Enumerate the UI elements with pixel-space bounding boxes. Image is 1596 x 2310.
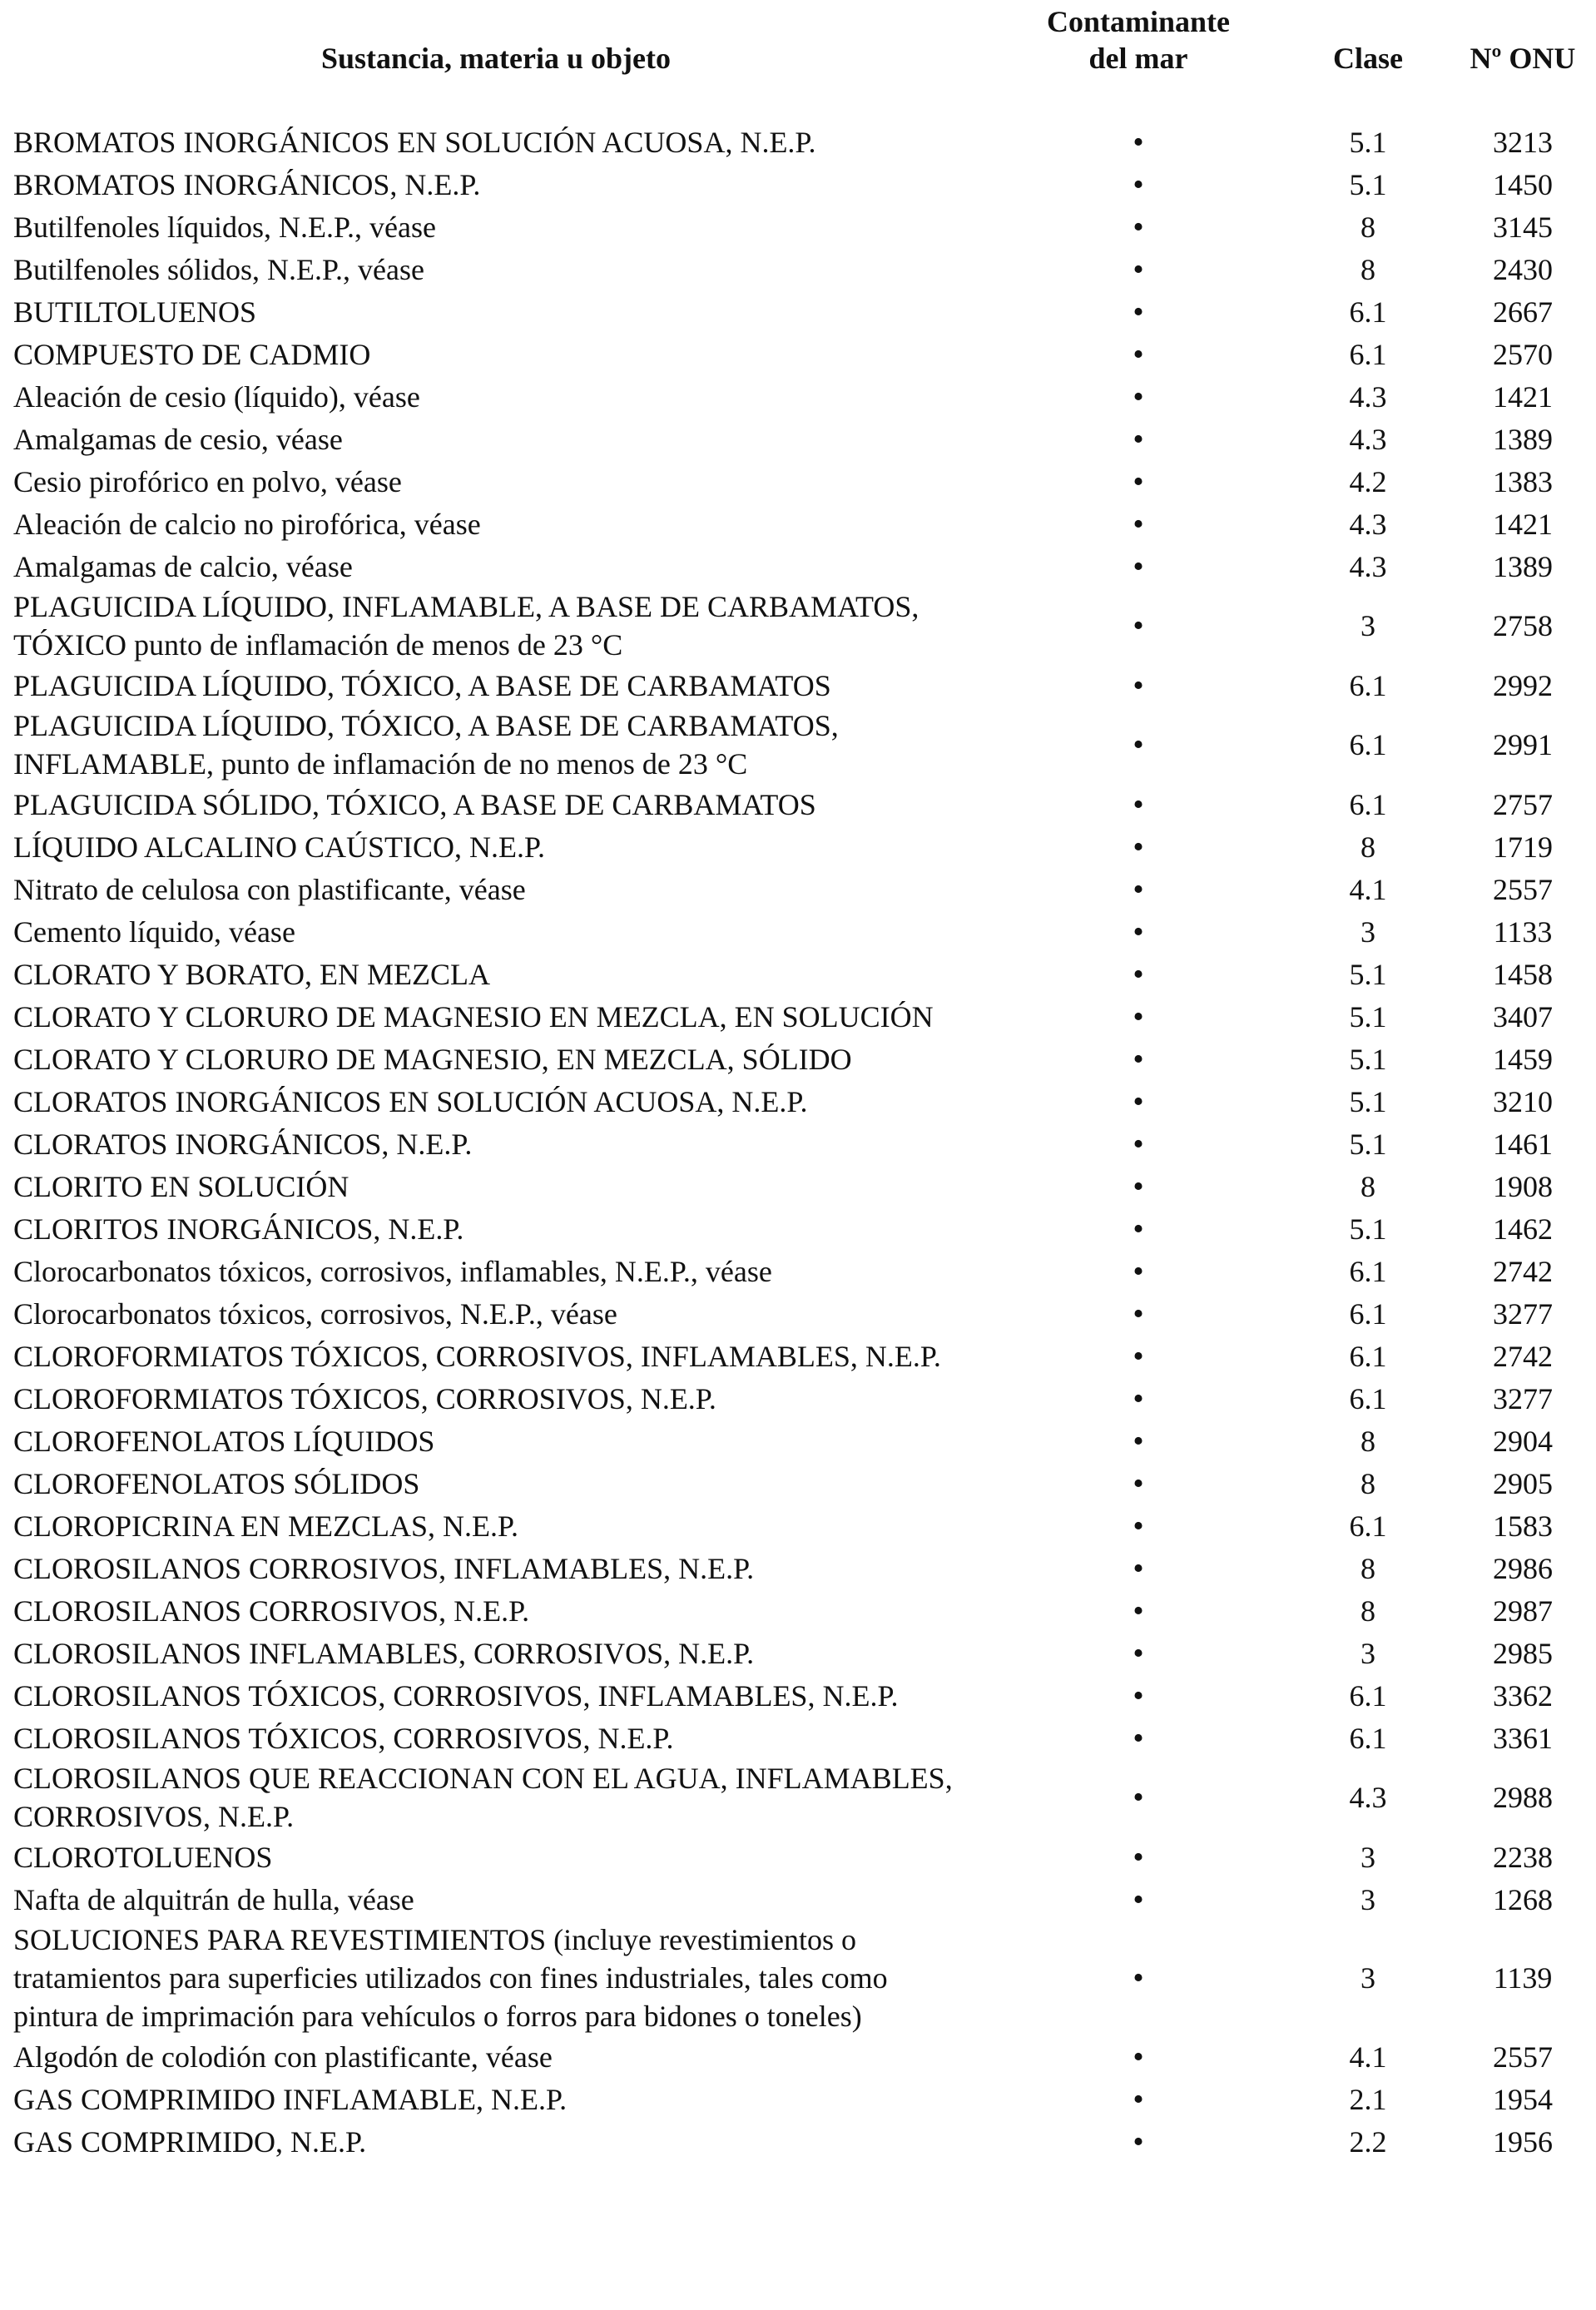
un-number: 1954 [1493,2082,1553,2116]
un-number: 3361 [1493,1721,1553,1755]
marine-pollutant-mark: • [1133,1465,1144,1501]
marine-pollutant-mark: • [1133,786,1144,822]
un-number: 2238 [1493,1840,1553,1874]
table-row [0,460,1596,503]
marine-pollutant-mark: • [1133,1041,1144,1077]
hazard-class: 8 [1361,1551,1375,1585]
table-row [0,664,1596,706]
substance-name: CLORATO Y CLORURO DE MAGNESIO EN MEZCLA, EN SOLUCIÓN [13,999,934,1034]
table-row [0,248,1596,290]
substance-name: Butilfenoles sólidos, N.E.P., véase [13,252,424,286]
marine-pollutant-mark: • [1133,1678,1144,1713]
marine-pollutant-mark: • [1133,1780,1144,1815]
un-number: 1268 [1493,1882,1553,1916]
un-number: 1133 [1493,915,1553,949]
hazard-class: 6.1 [1349,668,1387,702]
un-number: 3407 [1493,999,1553,1034]
un-number: 2667 [1493,295,1553,329]
table-row [0,783,1596,825]
substance-name: CLOROPICRINA EN MEZCLAS, N.E.P. [13,1509,519,1543]
marine-pollutant-mark: • [1133,871,1144,907]
un-number: 2985 [1493,1636,1553,1670]
marine-pollutant-mark: • [1133,1961,1144,1995]
un-number: 1139 [1493,1961,1553,1995]
table-body [0,121,1596,2163]
substance-name: GAS COMPRIMIDO INFLAMABLE, N.E.P. [13,2082,568,2116]
un-number: 2557 [1493,872,1553,906]
marine-pollutant-mark: • [1133,1635,1144,1671]
marine-pollutant-mark: • [1133,829,1144,865]
substance-name: Cesio pirofórico en polvo, véase [13,464,402,498]
un-number: 2430 [1493,252,1553,286]
marine-pollutant-mark: • [1133,1083,1144,1119]
table-row [0,1038,1596,1080]
marine-pollutant-mark: • [1133,1508,1144,1544]
hazard-class: 6.1 [1349,1721,1387,1755]
marine-pollutant-mark: • [1133,2081,1144,2117]
hazard-class: 4.3 [1349,549,1387,583]
table-row [0,1292,1596,1335]
table-row [0,2120,1596,2163]
hazard-class: 8 [1361,252,1375,286]
hazard-class: 6.1 [1349,787,1387,821]
table-row [0,1921,1596,2035]
hazard-class: 3 [1361,609,1375,642]
un-number: 3210 [1493,1084,1553,1118]
table-row [0,1420,1596,1462]
substance-name: CLOROSILANOS CORROSIVOS, INFLAMABLES, N.E.P. [13,1551,755,1585]
table-row [0,2035,1596,2078]
table-row [0,1462,1596,1504]
table-row [0,1717,1596,1759]
substance-name: CLOROFENOLATOS SÓLIDOS [13,1466,420,1500]
un-number: 1389 [1493,549,1553,583]
marine-pollutant-mark: • [1133,1550,1144,1586]
table-row [0,868,1596,910]
hazard-class: 5.1 [1349,1212,1387,1246]
table-row [0,375,1596,418]
hazard-class: 4.1 [1349,2040,1387,2074]
un-number: 1956 [1493,2124,1553,2159]
table-row [0,1547,1596,1589]
un-number: 2991 [1493,728,1553,761]
substance-name: Amalgamas de cesio, véase [13,422,343,456]
table-row [0,1759,1596,1836]
un-number: 1450 [1493,167,1553,201]
substance-name: PLAGUICIDA SÓLIDO, TÓXICO, A BASE DE CARBAMATOS [13,787,816,821]
substance-name: Clorocarbonatos tóxicos, corrosivos, N.E.P., véase [13,1296,617,1331]
table-row [0,1632,1596,1674]
table-row [0,121,1596,163]
marine-pollutant-mark: • [1133,421,1144,457]
un-number: 2904 [1493,1424,1553,1458]
marine-pollutant-mark: • [1133,124,1144,160]
substance-name: COMPUESTO DE CADMIO [13,337,371,371]
un-number: 1421 [1493,507,1553,541]
substance-name: CLORATOS INORGÁNICOS, N.E.P. [13,1127,473,1161]
un-number: 1389 [1493,422,1553,456]
table-row [0,953,1596,995]
substance-name: CLOROSILANOS TÓXICOS, CORROSIVOS, N.E.P. [13,1721,674,1755]
hazard-class: 3 [1361,1840,1375,1874]
marine-pollutant-mark: • [1133,379,1144,414]
un-number: 2986 [1493,1551,1553,1585]
marine-pollutant-mark: • [1133,166,1144,202]
substance-name: PLAGUICIDA LÍQUIDO, TÓXICO, A BASE DE CARBAMATOS, INFLAMABLE, punto de inflamación de no menos de 23 °C [13,709,839,781]
un-number: 2742 [1493,1339,1553,1373]
un-number: 3277 [1493,1381,1553,1415]
marine-pollutant-mark: • [1133,956,1144,992]
table-row [0,2078,1596,2120]
substance-name: CLOROSILANOS INFLAMABLES, CORROSIVOS, N.E.P. [13,1636,755,1670]
hazard-class: 5.1 [1349,957,1387,991]
marine-pollutant-mark: • [1133,2124,1144,2159]
table-row [0,1165,1596,1207]
hazard-class: 6.1 [1349,1381,1387,1415]
substance-name: Clorocarbonatos tóxicos, corrosivos, inflamables, N.E.P., véase [13,1254,772,1288]
marine-pollutant-mark: • [1133,727,1144,762]
hazard-class: 8 [1361,830,1375,864]
table-row [0,503,1596,545]
header-marine-pollutant: Contaminante del mar [1046,5,1230,75]
table-row [0,545,1596,587]
marine-pollutant-mark: • [1133,336,1144,372]
hazard-class: 6.1 [1349,1296,1387,1331]
marine-pollutant-mark: • [1133,209,1144,245]
marine-pollutant-mark: • [1133,608,1144,643]
table-row [0,1377,1596,1420]
hazard-class: 6.1 [1349,1678,1387,1713]
table-row [0,910,1596,953]
table-row [0,1878,1596,1921]
substance-name: CLORATO Y CLORURO DE MAGNESIO, EN MEZCLA, SÓLIDO [13,1042,852,1076]
marine-pollutant-mark: • [1133,914,1144,949]
table-row [0,706,1596,783]
table-row [0,1836,1596,1878]
un-number: 3213 [1493,125,1553,159]
un-number: 2557 [1493,2040,1553,2074]
hazard-class: 6.1 [1349,337,1387,371]
marine-pollutant-mark: • [1133,1211,1144,1247]
hazard-class: 3 [1361,915,1375,949]
marine-pollutant-mark: • [1133,548,1144,584]
marine-pollutant-mark: • [1133,251,1144,287]
header-un-number: Nº ONU [1470,42,1576,75]
table-row [0,1123,1596,1165]
substance-name: CLORATO Y BORATO, EN MEZCLA [13,957,491,991]
header-class: Clase [1333,42,1403,75]
substance-name: Butilfenoles líquidos, N.E.P., véase [13,210,436,244]
substance-name: CLORATOS INORGÁNICOS EN SOLUCIÓN ACUOSA, N.E.P. [13,1084,808,1118]
hazard-class: 8 [1361,1466,1375,1500]
marine-pollutant-mark: • [1133,463,1144,499]
substance-name: LÍQUIDO ALCALINO CAÚSTICO, N.E.P. [13,830,545,864]
table-row [0,418,1596,460]
marine-pollutant-mark: • [1133,1253,1144,1289]
hazard-class: 3 [1361,1882,1375,1916]
table-row [0,1674,1596,1717]
substance-name: Cemento líquido, véase [13,915,295,949]
un-number: 3277 [1493,1296,1553,1331]
marine-pollutant-mark: • [1133,999,1144,1034]
hazard-class: 5.1 [1349,1042,1387,1076]
marine-pollutant-mark: • [1133,1881,1144,1917]
hazard-class: 2.1 [1349,2082,1387,2116]
un-number: 1462 [1493,1212,1553,1246]
hazard-class: 4.3 [1349,422,1387,456]
table-row [0,290,1596,333]
substance-name: CLOROFORMIATOS TÓXICOS, CORROSIVOS, N.E.P. [13,1381,716,1415]
table-row [0,587,1596,664]
marine-pollutant-mark: • [1133,294,1144,330]
marine-pollutant-mark: • [1133,1720,1144,1756]
hazard-class: 6.1 [1349,1254,1387,1288]
marine-pollutant-mark: • [1133,2039,1144,2075]
table-row [0,1250,1596,1292]
marine-pollutant-mark: • [1133,1338,1144,1374]
marine-pollutant-mark: • [1133,1126,1144,1162]
un-number: 1421 [1493,379,1553,414]
marine-pollutant-mark: • [1133,1423,1144,1459]
substance-name: PLAGUICIDA LÍQUIDO, INFLAMABLE, A BASE DE CARBAMATOS, TÓXICO punto de inflamación de menos de 23 °C [13,590,919,662]
substance-name: Algodón de colodión con plastificante, véase [13,2040,553,2074]
table-row [0,1207,1596,1250]
substance-name: Nafta de alquitrán de hulla, véase [13,1882,414,1916]
un-number: 1583 [1493,1509,1553,1543]
table-row [0,1080,1596,1123]
marine-pollutant-mark: • [1133,1168,1144,1204]
marine-pollutant-mark: • [1133,506,1144,542]
hazard-class: 6.1 [1349,1339,1387,1373]
hazard-class: 5.1 [1349,167,1387,201]
un-number: 2570 [1493,337,1553,371]
substance-name: BROMATOS INORGÁNICOS EN SOLUCIÓN ACUOSA, N.E.P. [13,125,816,159]
un-number: 1461 [1493,1127,1553,1161]
hazard-class: 6.1 [1349,295,1387,329]
un-number: 2742 [1493,1254,1553,1288]
substance-name: CLOROSILANOS QUE REACCIONAN CON EL AGUA, INFLAMABLES, CORROSIVOS, N.E.P. [13,1762,953,1833]
hazard-class: 3 [1361,1961,1375,1995]
substance-name: CLOROSILANOS CORROSIVOS, N.E.P. [13,1594,530,1628]
un-number: 1459 [1493,1042,1553,1076]
un-number: 2992 [1493,668,1553,702]
un-number: 1383 [1493,464,1553,498]
un-number: 2757 [1493,787,1553,821]
hazard-class: 5.1 [1349,999,1387,1034]
table-row [0,206,1596,248]
marine-pollutant-mark: • [1133,1296,1144,1331]
hazard-class: 5.1 [1349,1127,1387,1161]
substance-name: SOLUCIONES PARA REVESTIMIENTOS (incluye revestimientos o tratamientos para superficies utilizados con fines industriales, tales como pintura de imprimación para vehículos o forros para bidones o toneles) [13,1923,888,2033]
hazard-class: 8 [1361,1594,1375,1628]
substance-name: GAS COMPRIMIDO, N.E.P. [13,2124,367,2159]
substance-name: CLOROFORMIATOS TÓXICOS, CORROSIVOS, INFLAMABLES, N.E.P. [13,1339,941,1373]
hazard-class: 4.3 [1349,379,1387,414]
hazard-class: 4.3 [1349,1781,1387,1814]
marine-pollutant-mark: • [1133,1381,1144,1416]
un-number: 1458 [1493,957,1553,991]
hazard-class: 4.2 [1349,464,1387,498]
table-row [0,1504,1596,1547]
hazard-class: 5.1 [1349,1084,1387,1118]
table-row [0,995,1596,1038]
un-number: 2988 [1493,1781,1553,1814]
hazard-class: 8 [1361,1169,1375,1203]
hazard-class: 2.2 [1349,2124,1387,2159]
un-number: 2987 [1493,1594,1553,1628]
marine-pollutant-mark: • [1133,1593,1144,1628]
hazard-class: 8 [1361,1424,1375,1458]
un-number: 2905 [1493,1466,1553,1500]
un-number: 2758 [1493,609,1553,642]
marine-pollutant-mark: • [1133,1839,1144,1875]
header-substance: Sustancia, materia u objeto [321,42,671,75]
table-row [0,1589,1596,1632]
substance-name: PLAGUICIDA LÍQUIDO, TÓXICO, A BASE DE CARBAMATOS [13,668,831,702]
substance-name: BROMATOS INORGÁNICOS, N.E.P. [13,167,481,201]
hazard-class: 8 [1361,210,1375,244]
hazard-class: 3 [1361,1636,1375,1670]
substance-name: Aleación de calcio no pirofórica, véase [13,507,481,541]
substance-name: BUTILTOLUENOS [13,295,257,329]
un-number: 1908 [1493,1169,1553,1203]
substance-name: Nitrato de celulosa con plastificante, véase [13,872,526,906]
un-number: 3362 [1493,1678,1553,1713]
substance-name: CLOROTOLUENOS [13,1840,273,1874]
table-row [0,825,1596,868]
hazard-class: 4.1 [1349,872,1387,906]
table-row [0,333,1596,375]
un-number: 1719 [1493,830,1553,864]
table-row [0,163,1596,206]
substance-name: CLOROSILANOS TÓXICOS, CORROSIVOS, INFLAMABLES, N.E.P. [13,1678,899,1713]
hazard-class: 5.1 [1349,125,1387,159]
substance-name: CLOROFENOLATOS LÍQUIDOS [13,1424,435,1458]
marine-pollutant-mark: • [1133,667,1144,703]
un-number: 3145 [1493,210,1553,244]
hazard-class: 6.1 [1349,728,1387,761]
substance-name: CLORITO EN SOLUCIÓN [13,1169,349,1203]
hazard-class: 4.3 [1349,507,1387,541]
substance-name: CLORITOS INORGÁNICOS, N.E.P. [13,1212,464,1246]
hazard-class: 6.1 [1349,1509,1387,1543]
substance-name: Amalgamas de calcio, véase [13,549,353,583]
table-row [0,1335,1596,1377]
substance-name: Aleación de cesio (líquido), véase [13,379,420,414]
